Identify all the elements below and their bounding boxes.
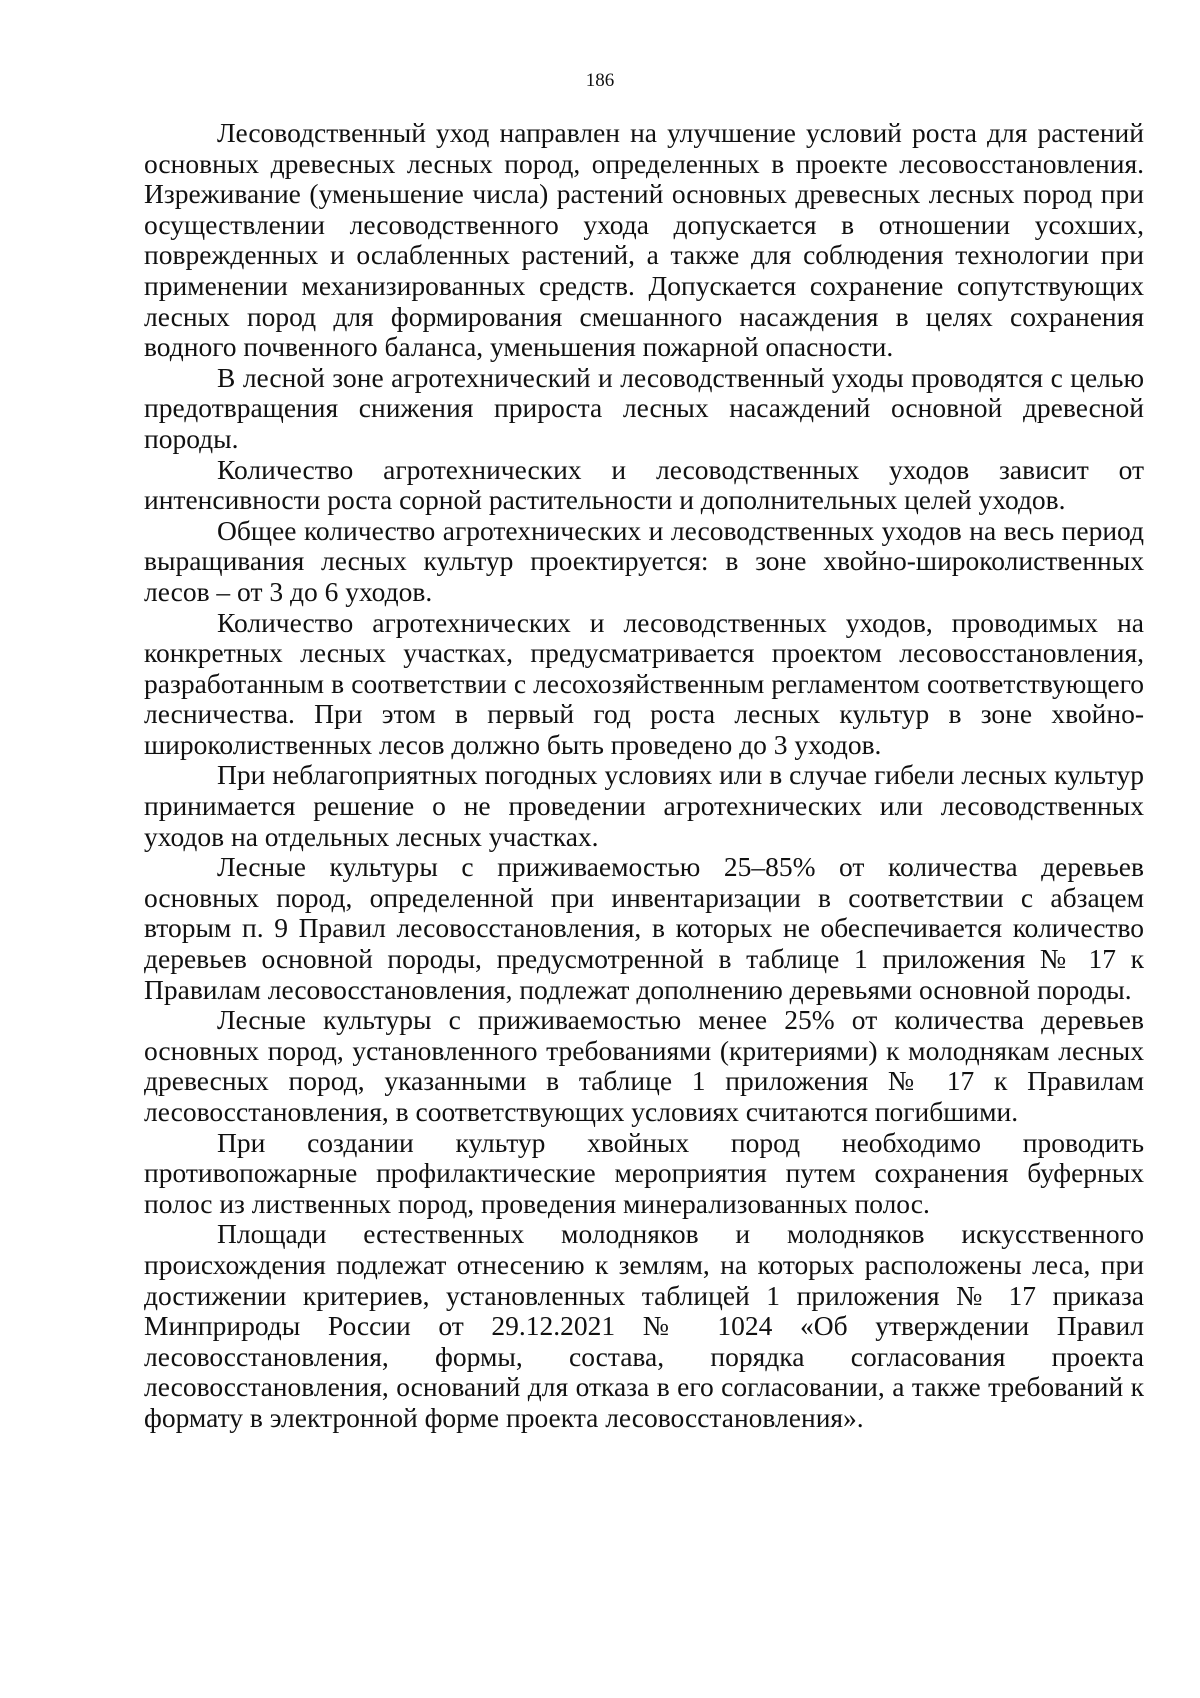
paragraph-fire-prevention: При создании культур хвойных пород необходимо проводить противопожарные профилактические мероприятия путем сохранения буферных полос из лиственных пород, проведения минерализованных полос.	[144, 1126, 1144, 1219]
paragraph-unfavorable-weather: При неблагоприятных погодных условиях или в случае гибели лесных культур принимается решение о не проведении агротехнических или лесоводственных уходов на отдельных лесных участках.	[144, 759, 1144, 852]
paragraph-care-on-plots: Количество агротехнических и лесоводственных уходов, проводимых на конкретных лесных участках, предусматривается проектом лесовосстановления, разработанным в соответствии с лесохозяйственным регламентом соответствующего лесничества. При этом в первый год роста лесных культур в зоне хвойно-широколиственных лесов должно быть проведено до 3 уходов.	[144, 606, 1144, 760]
paragraph-care-count-dependency: Количество агротехнических и лесоводственных уходов зависит от интенсивности роста сорной растительности и дополнительных целей уходов.	[144, 453, 1144, 516]
document-body	[144, 118, 1144, 1434]
paragraph-total-care-count: Общее количество агротехнических и лесоводственных уходов на весь период выращивания лесных культур проектируется: в зоне хвойно-широколиственных лесов – от 3 до 6 уходов.	[144, 514, 1144, 607]
paragraph-survival-below-25: Лесные культуры с приживаемостью менее 25% от количества деревьев основных пород, установленного требованиями (критериями) к молоднякам лесных древесных пород, указанными в таблице 1 приложения № 17 к Правилам лесовосстановления, в соответствующих условиях считаются погибшими.	[144, 1004, 1144, 1127]
page-number: 186	[585, 70, 615, 91]
paragraph-silvicultural-care: Лесоводственный уход направлен на улучшение условий роста для растений основных древесных лесных пород, определенных в проекте лесовосстановления. Изреживание (уменьшение числа) растений основных древесных лесных пород при осуществлении лесоводственного ухода допускается в отношении усохших, поврежденных и ослабленных растений, а также для соблюдения технологии при применении механизированных средств. Допускается сохранение сопутствующих лесных пород для формирования смешанного насаждения в целях сохранения водного почвенного баланса, уменьшения пожарной опасности.	[144, 117, 1144, 363]
paragraph-young-stands-lands: Площади естественных молодняков и молодняков искусственного происхождения подлежат отнесению к землям, на которых расположены леса, при достижении критериев, установленных таблицей 1 приложения № 17 приказа Минприроды России от 29.12.2021 № 1024 «Об утверждении Правил лесовосстановления, формы, состава, порядка согласования проекта лесовосстановления, оснований для отказа в его согласовании, а также требований к формату в электронной форме проекта лесовосстановления».	[144, 1218, 1144, 1433]
paragraph-forest-zone-care: В лесной зоне агротехнический и лесоводственный уходы проводятся с целью предотвращения снижения прироста лесных насаждений основной древесной породы.	[144, 361, 1144, 454]
paragraph-survival-25-85: Лесные культуры с приживаемостью 25–85% от количества деревьев основных пород, определенной при инвентаризации в соответствии с абзацем вторым п. 9 Правил лесовосстановления, в которых не обеспечивается количество деревьев основной породы, предусмотренной в таблице 1 приложения № 17 к Правилам лесовосстановления, подлежат дополнению деревьями основной породы.	[144, 851, 1144, 1005]
